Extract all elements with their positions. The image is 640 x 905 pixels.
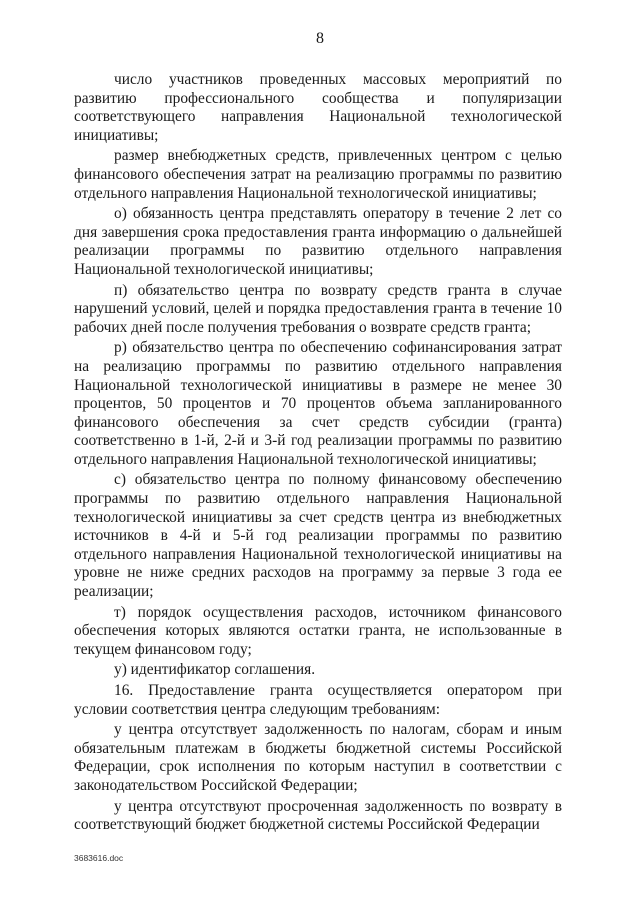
paragraph-item-o: о) обязанность центра представлять оператору в течение 2 лет со дня завершения срока предоставления гранта информацию о дальнейшей реализации программы по развитию отдельного направления Национальной технологической инициативы;: [74, 205, 562, 278]
paragraph-section-16: 16. Предоставление гранта осуществляется оператором при условии соответствия центра следующим требованиям:: [74, 682, 562, 718]
paragraph-item-s: с) обязательство центра по полному финансовому обеспечению программы по развитию отдельного направления Национальной технологической инициативы за счет средств центра из внебюджетных источников в 4-й и 5-й год реализации программы по развитию отдельного направления Национальной технологической инициативы на уровне не ниже средних расходов на программу за первые 3 года ее реализации;: [74, 471, 562, 601]
paragraph-participants: число участников проведенных массовых мероприятий по развитию профессионального сообщества и популяризации соответствующего направления Национальной технологической инициативы;: [74, 71, 562, 144]
document-body: [74, 71, 562, 837]
paragraph-item-r: р) обязательство центра по обеспечению софинансирования затрат на реализацию программы по развитию отдельного направления Национальной технологической инициативы в размере не менее 30 процентов, 50 процентов и 70 процентов объема запланированного финансового обеспечения за счет средств субсидии (гранта) соответственно в 1-й, 2-й и 3-й год реализации программы по развитию отдельного направления Национальной технологической инициативы;: [74, 339, 562, 468]
document-file-code: 3683616.doc: [74, 853, 124, 863]
paragraph-item-u: у) идентификатор соглашения.: [114, 661, 316, 679]
paragraph-item-p: п) обязательство центра по возврату средств гранта в случае нарушений условий, целей и порядка предоставления гранта в течение 10 рабочих дней после получения требования о возврате средств гранта;: [74, 281, 562, 336]
paragraph-no-overdue-debt: у центра отсутствуют просроченная задолженность по возврату в соответствующий бюджет бюджетной системы Российской Федерации: [74, 797, 562, 834]
paragraph-item-t: т) порядок осуществления расходов, источником финансового обеспечения которых являются остатки гранта, не использованные в текущем финансовом году;: [74, 603, 562, 658]
paragraph-extrabudgetary-funds: размер внебюджетных средств, привлеченных центром с целью финансового обеспечения затрат на реализацию программы по развитию отдельного направления Национальной технологической инициативы;: [74, 147, 562, 202]
paragraph-no-tax-debt: у центра отсутствует задолженность по налогам, сборам и иным обязательным платежам в бюджеты бюджетной системы Российской Федерации, срок исполнения по которым наступил в соответствии с законодательством Российской Федерации;: [74, 721, 562, 794]
page-number: 8: [316, 30, 324, 47]
